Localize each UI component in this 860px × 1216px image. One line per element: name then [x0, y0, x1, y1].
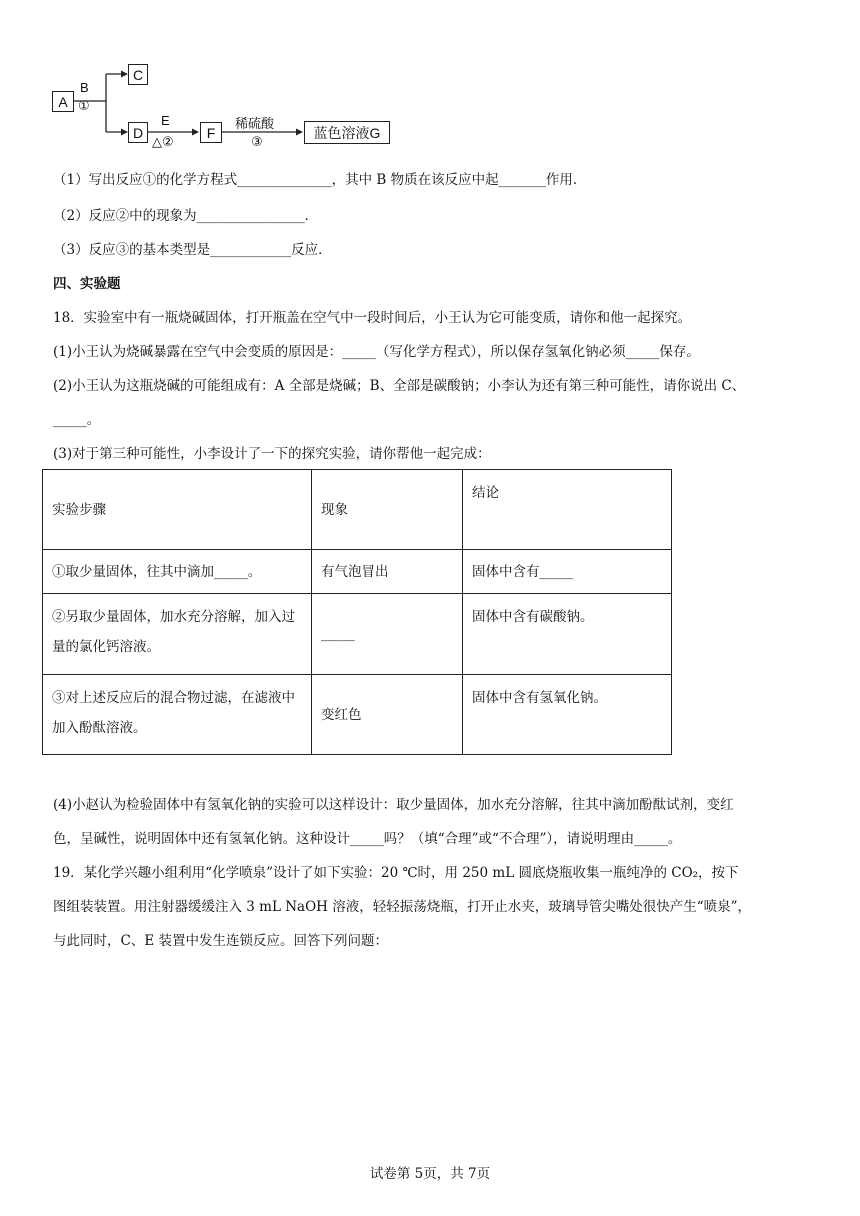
label-step-3: ③: [251, 134, 263, 149]
q19-line1: 19．某化学兴趣小组利用“化学喷泉”设计了如下实验：20 ℃时，用 250 mL 圆底烧瓶收集一瓶纯净的 CO₂，按下: [53, 865, 739, 881]
box-d: D: [128, 122, 148, 143]
table-row: [43, 594, 672, 675]
q18-part1: (1)小王认为烧碱暴露在空气中会变质的原因是：_____（写化学方程式），所以保存氢氧化钠必须_____保存。: [53, 344, 700, 360]
page-footer: 试卷第 5页，共 7页: [369, 1166, 491, 1182]
q18-part2-line1: (2)小王认为这瓶烧碱的可能组成有：A 全部是烧碱；B、全部是碳酸钠；小李认为还有第三种可能性，请你说出 C、: [53, 378, 746, 394]
header-conclusion: 结论: [463, 470, 672, 550]
box-c: C: [128, 64, 148, 85]
row2-conclusion: 固体中含有碳酸钠。: [463, 594, 672, 675]
box-g: 蓝色溶液G: [304, 121, 390, 144]
q18-part4-line1: (4)小赵认为检验固体中有氢氧化钠的实验可以这样设计：取少量固体，加水充分溶解，往其中滴加酚酞试剂，变红: [53, 797, 734, 813]
q17-part3: （3）反应③的基本类型是____________反应．: [53, 242, 332, 258]
q18-part2-line2: _____。: [53, 412, 101, 428]
label-dilute-sulfuric-acid: 稀硫酸: [235, 116, 275, 131]
q19-line2: 图组装装置。用注射器缓缓注入 3 mL NaOH 溶液，轻轻振荡烧瓶，打开止水夹，玻璃导管尖嘴处很快产生“喷泉”，: [53, 899, 752, 915]
q18-part3: (3)对于第三种可能性，小李设计了一下的探究实验，请你帮他一起完成：: [53, 446, 491, 462]
box-a: A: [52, 91, 74, 112]
row1-conclusion: 固体中含有_____: [463, 550, 672, 594]
header-phenomenon: 现象: [312, 470, 463, 550]
row3-conclusion: 固体中含有氢氧化钠。: [463, 675, 672, 755]
row3-step: ③对上述反应后的混合物过滤，在滤液中加入酚酞溶液。: [43, 675, 312, 755]
box-f: F: [200, 122, 222, 143]
label-b: B: [80, 80, 89, 95]
row2-phenomenon: _____: [312, 594, 463, 675]
table-row: [43, 550, 672, 594]
table-row: [43, 675, 672, 755]
row2-step: ②另取少量固体，加水充分溶解，加入过量的氯化钙溶液。: [43, 594, 312, 675]
row1-phenomenon: 有气泡冒出: [312, 550, 463, 594]
label-step-1: ①: [78, 98, 90, 113]
q17-part2: （2）反应②中的现象为________________．: [53, 208, 319, 224]
q19-line3: 与此同时，C、E 装置中发生连锁反应。回答下列问题：: [53, 933, 388, 949]
label-e: E: [161, 113, 170, 128]
q18-stem: 18．实验室中有一瓶烧碱固体，打开瓶盖在空气中一段时间后，小王认为它可能变质，请你和他一起探究。: [53, 310, 692, 326]
row1-step: ①取少量固体，往其中滴加_____。: [43, 550, 312, 594]
table-header-row: [43, 470, 672, 550]
q17-part1: （1）写出反应①的化学方程式______________，其中 B 物质在该反应中起_______作用．: [53, 172, 587, 188]
section-heading: 四、实验题: [53, 276, 121, 292]
row3-phenomenon: 变红色: [312, 675, 463, 755]
experiment-table: [42, 469, 672, 755]
q18-part4-line2: 色，呈碱性，说明固体中还有氢氧化钠。这种设计_____吗？（填“合理”或“不合理”），请说明理由_____。: [53, 831, 682, 847]
header-steps: 实验步骤: [43, 470, 312, 550]
label-step-2: △②: [152, 134, 174, 149]
